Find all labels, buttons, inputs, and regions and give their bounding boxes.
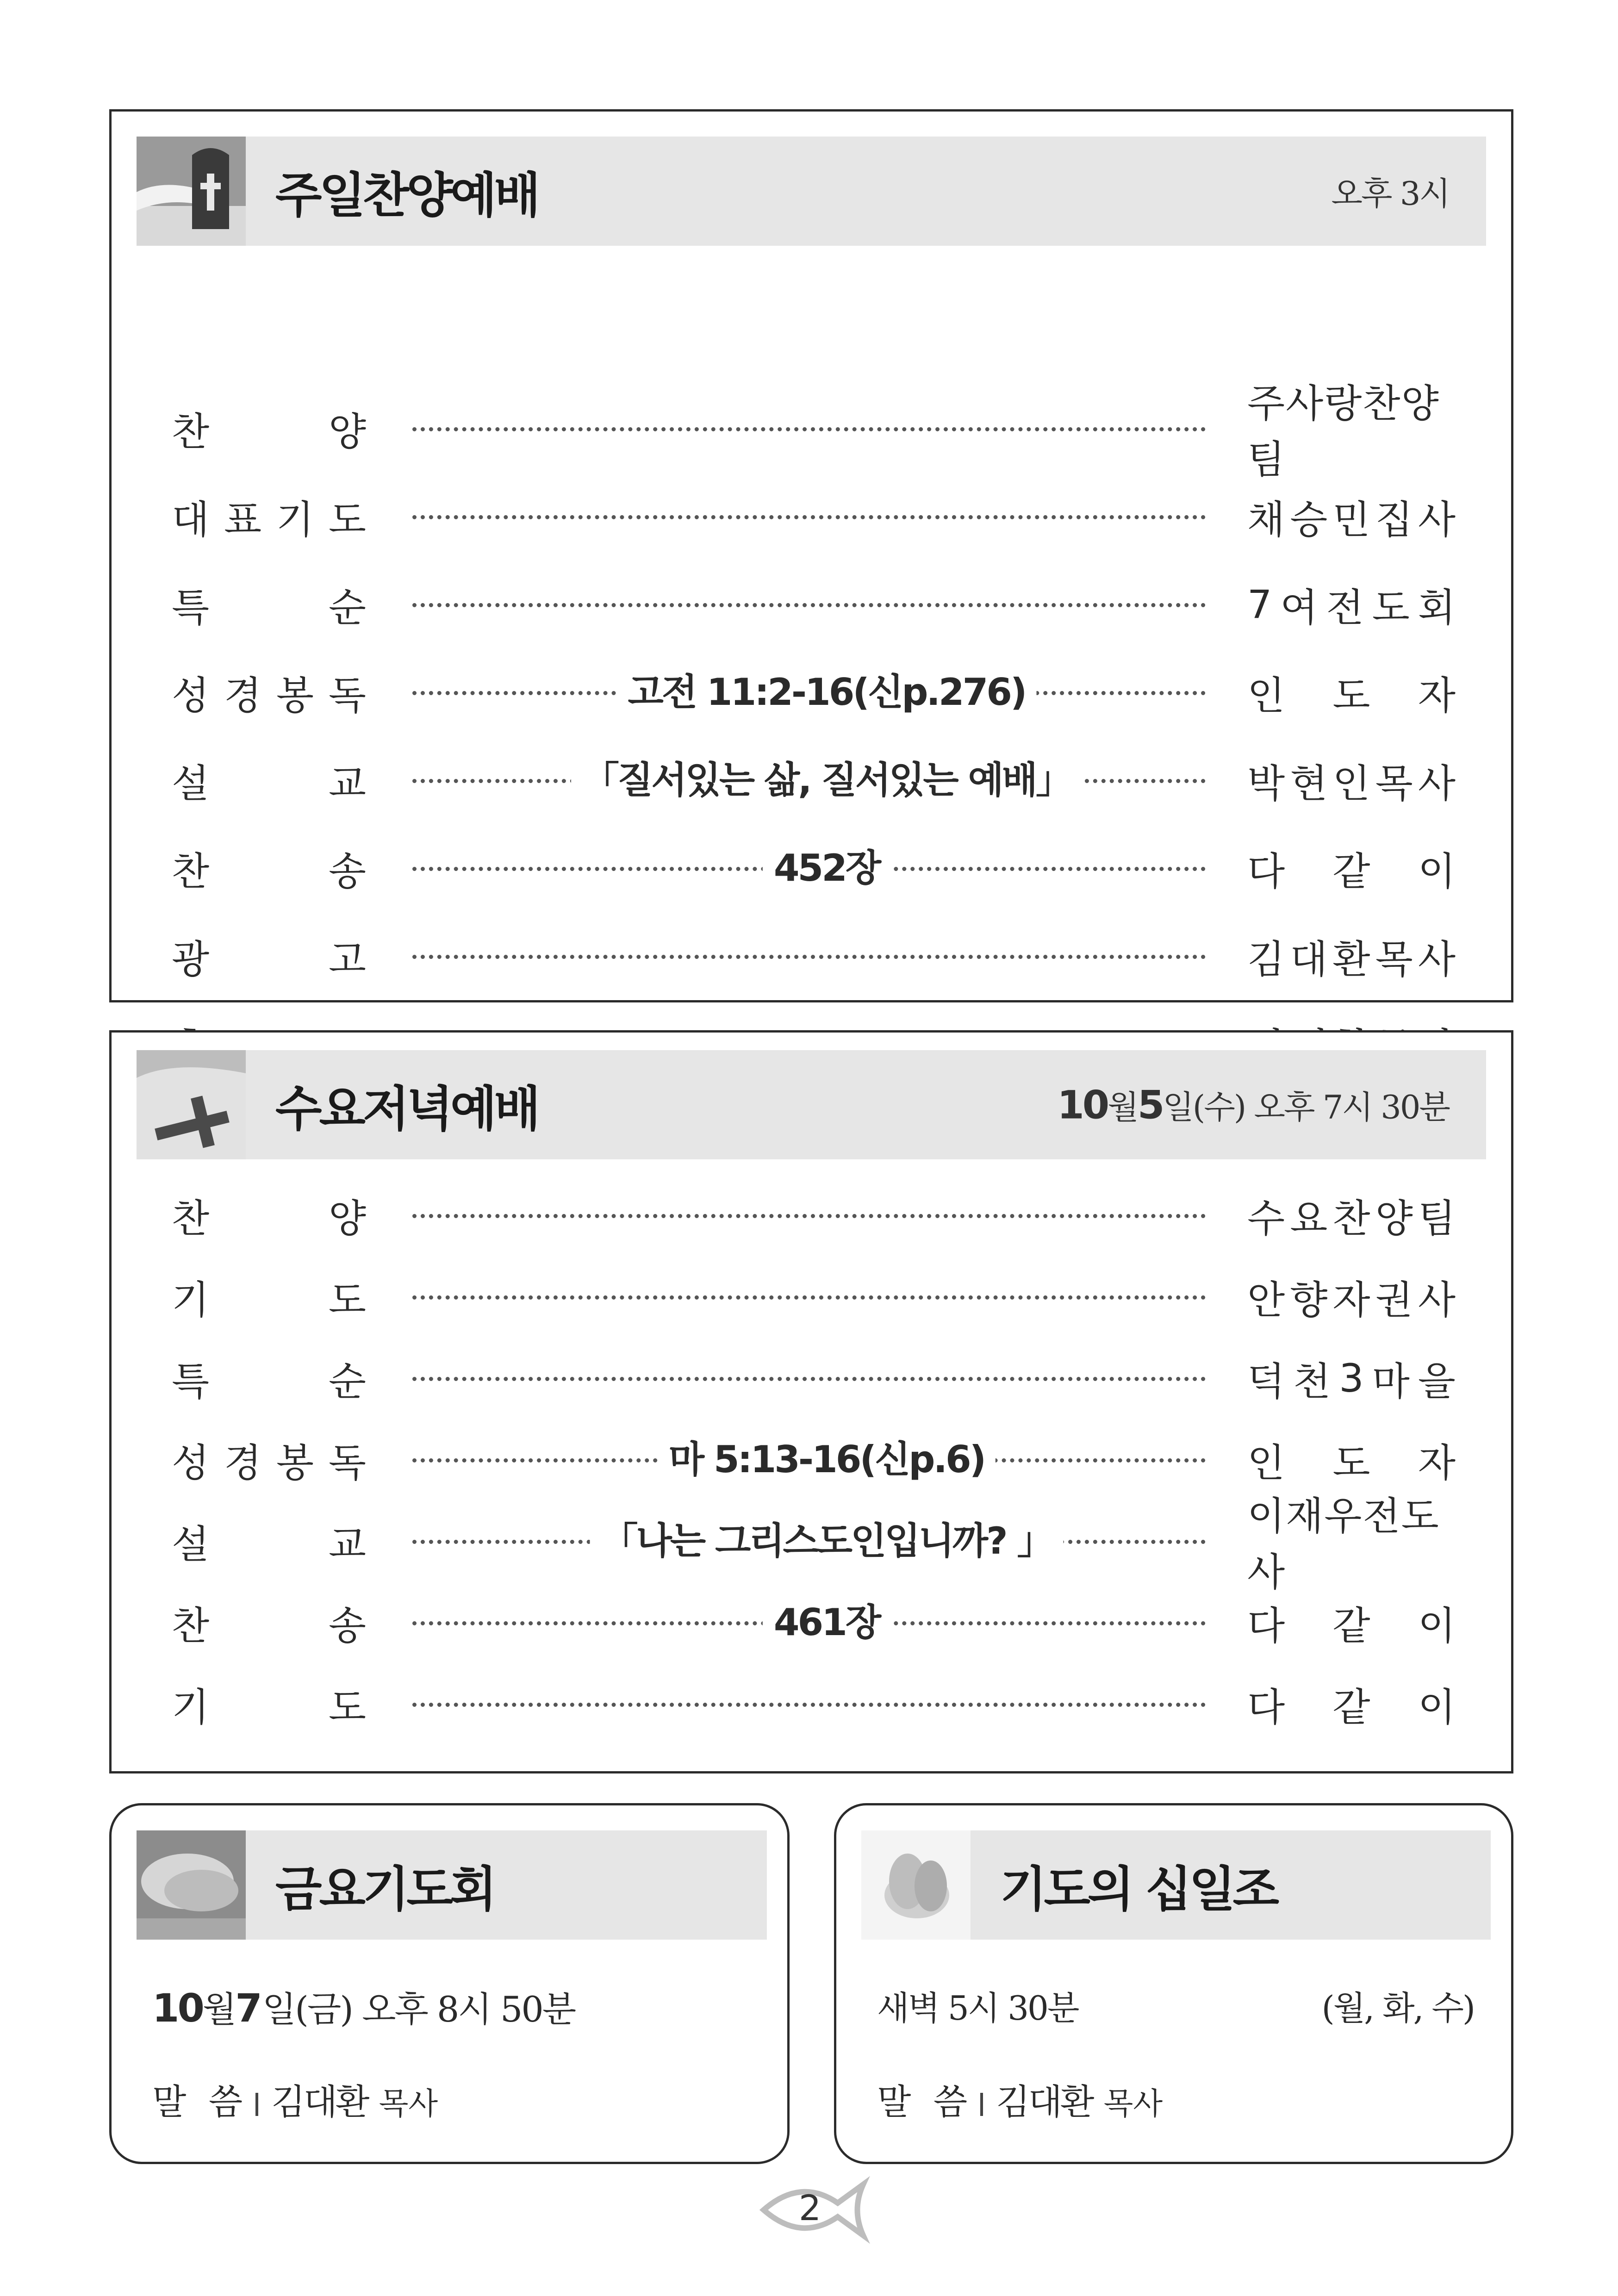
label-char: 대 [172, 497, 210, 542]
program-item-person [1247, 667, 1456, 718]
person-char: 도 [1332, 1440, 1370, 1486]
program-item-label [172, 1271, 366, 1322]
program-item-person [1247, 755, 1456, 806]
program-item-detail: 461장 [763, 1597, 890, 1648]
person-char: 자 [1418, 672, 1456, 718]
folded-hands-icon [861, 1830, 971, 1940]
label-char: 독 [328, 672, 366, 718]
person-char: 양 [1375, 1195, 1413, 1241]
program-item-detail: 「질서있는 삶, 질서있는 예배」 [571, 755, 1082, 806]
person-char: 사 [1418, 936, 1456, 982]
bible-cross-icon [137, 1050, 246, 1159]
person-char: 도 [1332, 672, 1370, 718]
program-item-label [172, 1597, 366, 1648]
tithe-prayer-title: 기도의 십일조 [1000, 1861, 1276, 1917]
label-char: 성 [172, 1440, 210, 1486]
wednesday-month: 10 [1057, 1082, 1108, 1128]
person-char: 같 [1332, 1603, 1370, 1649]
label-char: 특 [172, 1358, 210, 1404]
label-char: 찬 [172, 848, 210, 894]
sunday-service-header [137, 137, 1486, 246]
program-row [112, 843, 1511, 894]
label-char: 송 [328, 848, 366, 894]
program-item-person [1247, 579, 1456, 630]
program-item-detail: 「나는 그리스도인입니까? 」 [590, 1516, 1064, 1567]
person-char: 여 [1280, 585, 1318, 630]
program-item-person [1247, 491, 1456, 542]
tithe-preacher-line [877, 2074, 1163, 2124]
leader-dots [412, 1703, 1206, 1707]
sunday-service-title: 주일찬양예배 [275, 167, 538, 224]
person-char: 사 [1418, 1277, 1456, 1323]
person-char: 전 [1326, 585, 1364, 630]
person-char: 3 [1339, 1356, 1364, 1401]
label-char: 봉 [276, 672, 314, 718]
friday-day: 7 [235, 1985, 262, 2031]
leader-dots [412, 603, 1206, 607]
program-row [112, 1271, 1511, 1322]
person-char: 다 [1247, 1603, 1285, 1649]
friday-preacher-title: 목사 [379, 2086, 438, 2122]
friday-prayer-box [109, 1803, 790, 2164]
tithe-preacher-title: 목사 [1103, 2086, 1163, 2122]
person-char: 목 [1375, 760, 1413, 806]
program-row [112, 1190, 1511, 1241]
person-char: 이 [1418, 1603, 1456, 1649]
tithe-prayer-time: 새벽 5시 30분 [877, 1989, 1078, 2028]
person-char: 인 [1247, 672, 1285, 718]
person-char: 자 [1332, 1277, 1370, 1323]
friday-prayer-title: 금요기도회 [275, 1861, 494, 1917]
leader-dots [412, 1295, 1206, 1300]
wednesday-day: 5 [1137, 1082, 1163, 1128]
program-row [112, 381, 1511, 482]
sunday-service-box [109, 109, 1513, 1002]
label-char: 경 [224, 1440, 262, 1486]
person-char: 김 [1247, 936, 1285, 982]
person-char: 팀 [1418, 1195, 1456, 1241]
program-item-label [172, 1353, 366, 1404]
person-char: 박 [1247, 760, 1285, 806]
program-item-person [1247, 1353, 1456, 1404]
praying-hands-icon [137, 1830, 246, 1940]
tithe-preacher-name: 김대환 [996, 2081, 1093, 2122]
program-row [112, 667, 1511, 718]
program-row [112, 755, 1511, 806]
label-char: 경 [224, 672, 262, 718]
separator [255, 2093, 258, 2116]
program-item-person [1247, 1434, 1456, 1485]
program-item-label [172, 843, 366, 894]
label-char: 도 [328, 1277, 366, 1323]
person-char: 안 [1247, 1277, 1285, 1323]
label-char: 교 [328, 760, 366, 806]
program-item-label [172, 579, 366, 630]
friday-word-label: 말 씀 [152, 2081, 243, 2122]
person-char: 다 [1247, 848, 1285, 894]
person-char: 이 [1418, 1684, 1456, 1730]
label-char: 광 [172, 936, 210, 982]
friday-prayer-header [137, 1830, 767, 1940]
label-char: 도 [328, 1684, 366, 1730]
person-char: 수 [1247, 1195, 1285, 1241]
person-char: 권 [1375, 1277, 1413, 1323]
tithe-prayer-days: (월, 화, 수) [1321, 1989, 1474, 2028]
program-row [112, 1353, 1511, 1404]
friday-month: 10 [152, 1985, 203, 2031]
program-row [112, 1597, 1511, 1648]
label-char: 봉 [276, 1440, 314, 1486]
program-item-person [1247, 1597, 1456, 1648]
label-char: 고 [328, 936, 366, 982]
wednesday-service-title: 수요저녁예배 [275, 1081, 538, 1137]
page-number-fish [759, 2175, 870, 2245]
label-char: 독 [328, 1440, 366, 1486]
program-row [112, 1493, 1511, 1595]
program-item-label [172, 667, 366, 718]
person-char: 목 [1375, 936, 1413, 982]
leader-dots [412, 955, 1206, 959]
label-char: 표 [224, 497, 262, 542]
leader-dots [412, 427, 1206, 431]
bible-window-icon [137, 137, 246, 246]
tithe-prayer-box [834, 1803, 1513, 2164]
program-row [112, 931, 1511, 982]
person-char: 민 [1332, 497, 1370, 542]
person-char: 인 [1247, 1440, 1285, 1486]
label-char: 양 [328, 1195, 366, 1241]
program-row [112, 1434, 1511, 1485]
person-char: 이 [1418, 848, 1456, 894]
program-item-detail: 마 5:13-16(신p.6) [658, 1434, 996, 1485]
person-char: 덕 [1247, 1358, 1285, 1404]
person-char: 환 [1332, 936, 1370, 982]
program-item-person [1247, 1679, 1456, 1730]
wednesday-time-rest: 일(수) 오후 7시 30분 [1163, 1088, 1449, 1126]
friday-prayer-datetime [152, 1981, 575, 2032]
program-item-label [172, 1190, 366, 1241]
program-item-person [1247, 1493, 1456, 1595]
label-char: 찬 [172, 409, 210, 454]
program-item-label [172, 1679, 366, 1730]
leader-dots [412, 515, 1206, 519]
person-char: 대 [1290, 936, 1328, 982]
friday-time-rest: 일(금) 오후 8시 50분 [262, 1989, 575, 2030]
person-char: 현 [1290, 760, 1328, 806]
person-char: 7 [1247, 582, 1272, 627]
sunday-service-time: 오후 3시 [1331, 174, 1449, 213]
person-char: 사 [1418, 497, 1456, 542]
program-item-label [172, 403, 366, 454]
person-char: 같 [1332, 1684, 1370, 1730]
page-number: 2 [798, 2187, 821, 2228]
program-item-person [1247, 1271, 1456, 1322]
program-item-label [172, 1516, 366, 1567]
person-char: 주사랑찬양팀 [1247, 381, 1440, 482]
label-char: 양 [328, 409, 366, 454]
program-item-person [1247, 843, 1456, 894]
label-char: 기 [172, 1684, 210, 1730]
person-char: 요 [1290, 1195, 1328, 1241]
person-char: 승 [1290, 497, 1328, 542]
person-char: 이재우전도사 [1247, 1493, 1440, 1595]
label-char: 송 [328, 1603, 366, 1649]
person-char: 마 [1372, 1358, 1410, 1404]
program-item-label [172, 491, 366, 542]
label-char: 설 [172, 1521, 210, 1567]
person-char: 다 [1247, 1684, 1285, 1730]
friday-preacher-name: 김대환 [271, 2081, 368, 2122]
separator [980, 2093, 983, 2116]
program-item-label [172, 1434, 366, 1485]
program-item-label [172, 931, 366, 982]
label-char: 설 [172, 760, 210, 806]
person-char: 채 [1247, 497, 1285, 542]
tithe-word-label: 말 씀 [877, 2081, 968, 2122]
friday-preacher-line [152, 2074, 438, 2124]
program-item-label [172, 755, 366, 806]
program-item-detail: 고전 11:2-16(신p.276) [617, 667, 1037, 718]
label-char: 기 [276, 497, 314, 542]
wednesday-service-time [1057, 1082, 1449, 1128]
person-char: 집 [1375, 497, 1413, 542]
wednesday-month-unit: 월 [1108, 1088, 1138, 1126]
program-item-person [1247, 931, 1456, 982]
label-char: 순 [328, 1358, 366, 1404]
program-row [112, 491, 1511, 542]
person-char: 같 [1332, 848, 1370, 894]
program-row [112, 1679, 1511, 1730]
label-char: 찬 [172, 1603, 210, 1649]
label-char: 기 [172, 1277, 210, 1323]
leader-dots [412, 1214, 1206, 1218]
program-item-person [1247, 381, 1456, 482]
person-char: 자 [1418, 1440, 1456, 1486]
label-char: 특 [172, 585, 210, 630]
person-char: 회 [1418, 585, 1456, 630]
label-char: 도 [328, 497, 366, 542]
person-char: 향 [1290, 1277, 1328, 1323]
leader-dots [412, 1377, 1206, 1381]
person-char: 천 [1293, 1358, 1331, 1404]
person-char: 인 [1332, 760, 1370, 806]
wednesday-service-box [109, 1030, 1513, 1773]
tithe-prayer-header [861, 1830, 1491, 1940]
label-char: 순 [328, 585, 366, 630]
program-item-detail: 452장 [763, 843, 890, 894]
program-item-person [1247, 1190, 1456, 1241]
program-row [112, 579, 1511, 630]
label-char: 성 [172, 672, 210, 718]
person-char: 도 [1372, 585, 1410, 630]
wednesday-service-header [137, 1050, 1486, 1159]
person-char: 사 [1418, 760, 1456, 806]
label-char: 교 [328, 1521, 366, 1567]
label-char: 찬 [172, 1195, 210, 1241]
friday-month-unit: 월 [202, 1989, 236, 2030]
person-char: 찬 [1332, 1195, 1370, 1241]
person-char: 을 [1418, 1358, 1456, 1404]
